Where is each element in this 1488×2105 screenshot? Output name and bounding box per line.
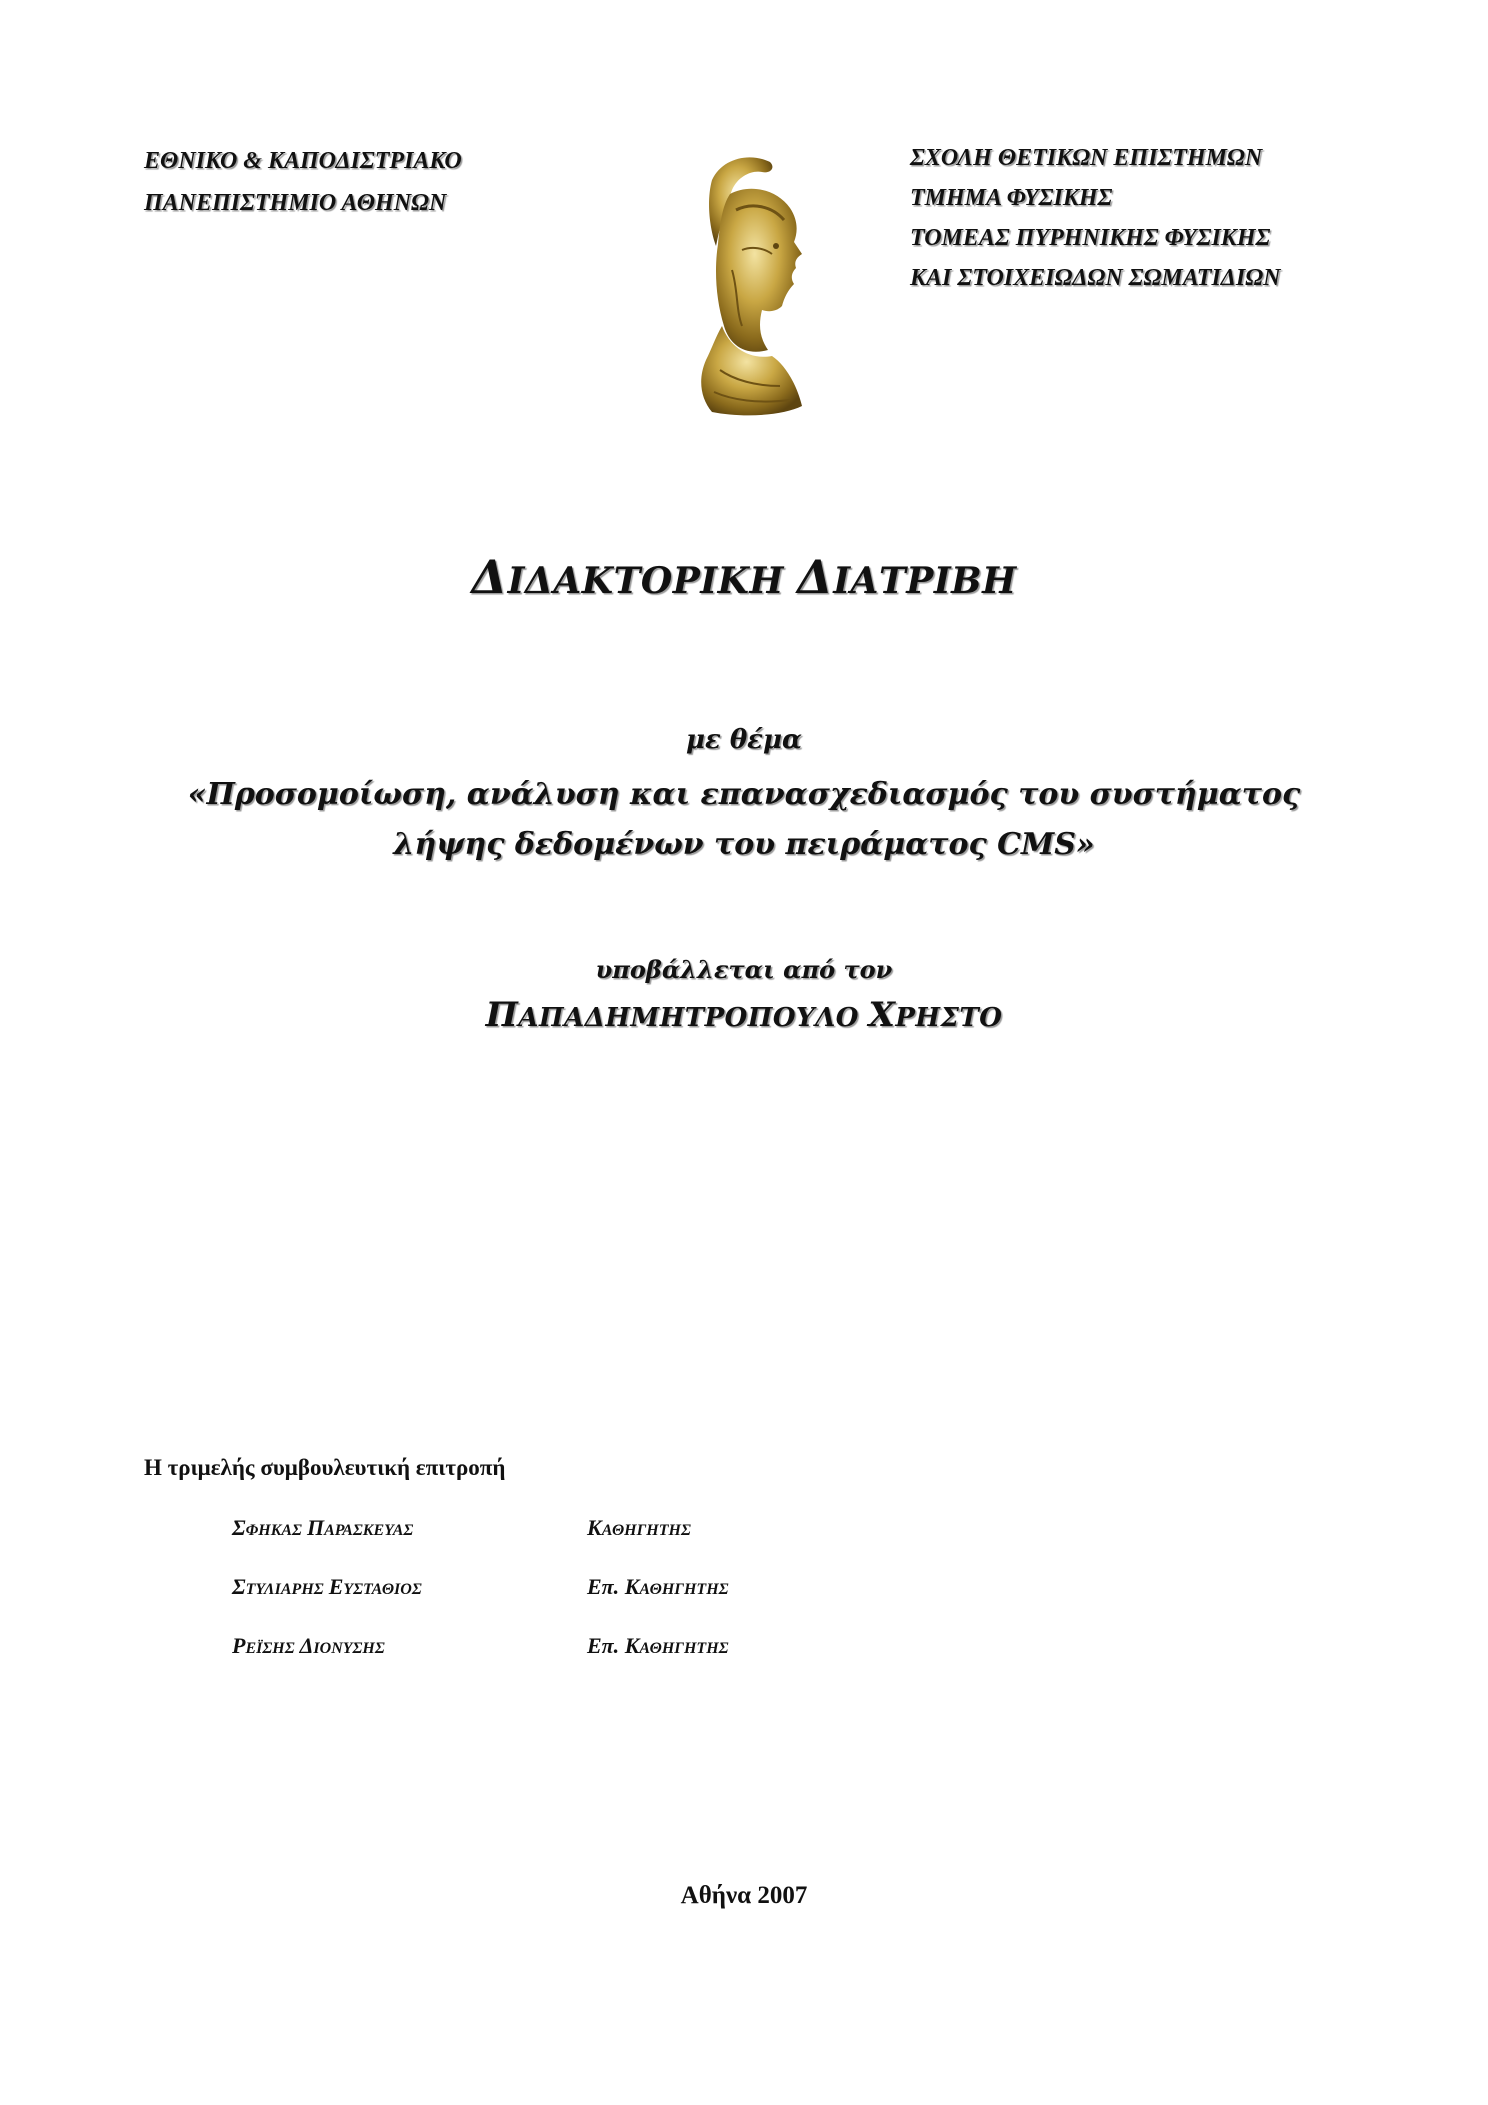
school-line-2: ΤΜΗΜΑ ΦΥΣΙΚΗΣ bbox=[910, 185, 1113, 211]
subject-line-1: «Προσομοίωση, ανάλυση και επανασχεδιασμός του συστήματος bbox=[187, 777, 1301, 812]
rank-initial: Κ bbox=[624, 1633, 640, 1658]
author-initial-2: Χ bbox=[868, 995, 896, 1035]
school-line-1: ΣΧΟΛΗ ΘΕΤΙΚΩΝ ΕΠΙΣΤΗΜΩΝ bbox=[910, 145, 1263, 171]
athena-emblem-icon bbox=[672, 150, 832, 420]
rank-title: ΑΘΗΓΗΤΗΣ bbox=[639, 1581, 729, 1598]
university-line-1: ΕΘΝΙΚΟ & ΚΑΠΟΔΙΣΤΡΙΑΚΟ bbox=[144, 148, 462, 174]
member-surname: ΤΥΛΙΑΡΗΣ bbox=[245, 1581, 324, 1598]
university-name bbox=[144, 140, 462, 224]
member-surname: ΦΗΚΑΣ bbox=[245, 1522, 302, 1539]
rank-title: ΑΘΗΓΗΤΗΣ bbox=[601, 1522, 691, 1539]
rank-initial: Κ bbox=[587, 1515, 602, 1540]
subject-intro: με θέμα bbox=[685, 725, 803, 755]
member-firstname: ΑΡΑΣΚΕΥΑΣ bbox=[324, 1522, 414, 1539]
rank-prefix: Επ. bbox=[587, 1633, 625, 1658]
school-department bbox=[910, 138, 1280, 298]
member-firstname: ΥΣΤΑΘΙΟΣ bbox=[343, 1581, 422, 1598]
submitted-by-label: υποβάλλεται από τον bbox=[595, 955, 893, 984]
place-year: Αθήνα 2007 bbox=[680, 1882, 808, 1909]
rank-title: ΑΘΗΓΗΤΗΣ bbox=[639, 1640, 729, 1657]
member-name-initial: Σ bbox=[232, 1574, 246, 1599]
thesis-subject bbox=[0, 770, 1488, 870]
member-name-initial: Ρ bbox=[232, 1633, 246, 1658]
member-surname: ΕΪΣΗΣ bbox=[245, 1640, 295, 1657]
committee-heading: Η τριμελής συμβουλευτική επιτροπή bbox=[144, 1455, 506, 1480]
rank-initial: Κ bbox=[624, 1574, 640, 1599]
member-rank bbox=[587, 1633, 729, 1659]
member-name-initial: Σ bbox=[232, 1515, 246, 1540]
member-name-initial: Π bbox=[306, 1515, 325, 1540]
rank-prefix: Επ. bbox=[587, 1574, 625, 1599]
member-name bbox=[232, 1515, 413, 1541]
author-surname: ΑΠΑΔΗΜΗΤΡΟΠΟΥΛΟ bbox=[518, 1003, 859, 1033]
document-title bbox=[0, 550, 1488, 604]
title-initial-2: Δ bbox=[796, 550, 834, 604]
author-name bbox=[0, 995, 1488, 1035]
member-rank bbox=[587, 1574, 729, 1600]
title-word-1: ΙΔΑΚΤΟΡΙΚΗ bbox=[507, 560, 784, 602]
title-word-2: ΙΑΤΡΙΒΗ bbox=[833, 560, 1017, 602]
school-line-3: ΤΟΜΕΑΣ ΠΥΡΗΝΙΚΗΣ ΦΥΣΙΚΗΣ bbox=[910, 225, 1271, 251]
title-initial-1: Δ bbox=[471, 550, 508, 604]
school-line-4: ΚΑΙ ΣΤΟΙΧΕΙΩΔΩΝ ΣΩΜΑΤΙΔΙΩΝ bbox=[910, 265, 1281, 291]
member-name bbox=[232, 1574, 422, 1600]
member-name bbox=[232, 1633, 385, 1659]
author-firstname: ΡΗΣΤΟ bbox=[895, 1003, 1003, 1033]
author-initial-1: Π bbox=[485, 995, 519, 1035]
member-name-initial: Δ bbox=[299, 1633, 314, 1658]
university-line-2: ΠΑΝΕΠΙΣΤΗΜΙΟ ΑΘΗΝΩΝ bbox=[144, 190, 447, 216]
subject-line-2: λήψης δεδομένων του πειράματος CMS» bbox=[393, 827, 1095, 862]
member-rank bbox=[587, 1515, 691, 1541]
member-name-initial: Ε bbox=[328, 1574, 344, 1599]
member-firstname: ΙΟΝΥΣΗΣ bbox=[313, 1640, 385, 1657]
